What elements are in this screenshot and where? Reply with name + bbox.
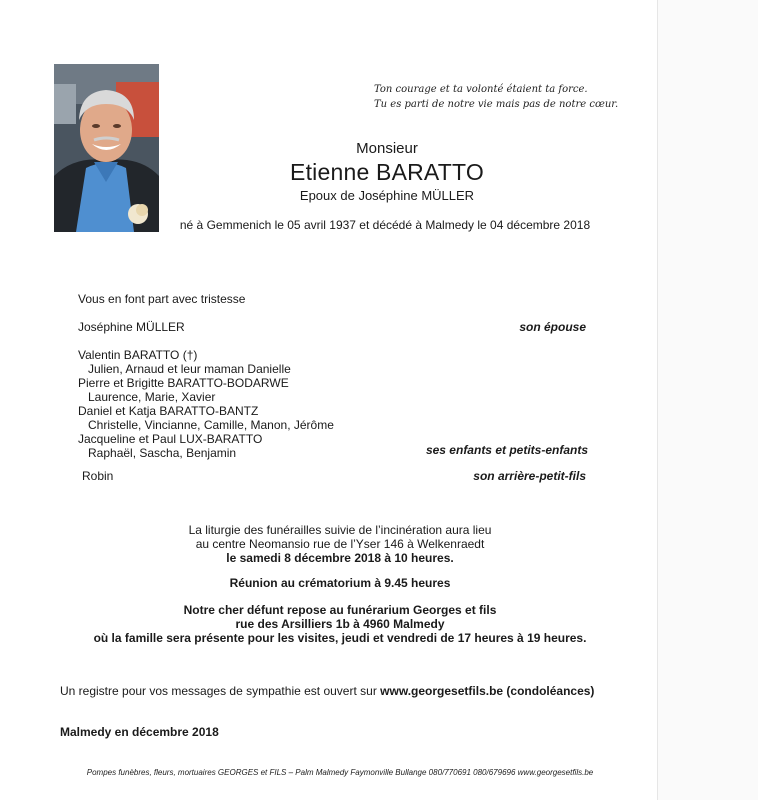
ceremony-details — [60, 523, 620, 565]
announcement-text: Vous en font part avec tristesse — [78, 292, 246, 306]
honorific: Monsieur — [356, 140, 418, 157]
birth-death-dates: né à Gemmenich le 05 avril 1937 et décédé à Malmedy le 04 décembre 2018 — [179, 218, 591, 232]
children-role: ses enfants et petits-enfants — [425, 443, 588, 457]
repose-line-2: rue des Arsilliers 1b à 4960 Malmedy — [235, 617, 445, 631]
list-item: Laurence, Marie, Xavier — [88, 390, 216, 404]
list-item: Christelle, Vincianne, Camille, Manon, Jérôme — [88, 418, 334, 432]
list-item: Jacqueline et Paul LUX-BARATTO — [78, 432, 263, 446]
place-date: Malmedy en décembre 2018 — [60, 725, 219, 739]
list-item: Julien, Arnaud et leur maman Danielle — [88, 362, 291, 376]
spouse-role: son épouse — [519, 320, 586, 334]
epitaph-line-2: Tu es parti de notre vie mais pas de notre cœur. — [374, 99, 619, 110]
list-item: Daniel et Katja BARATTO-BANTZ — [78, 404, 259, 418]
funeral-home-details — [60, 603, 620, 645]
children-list — [78, 348, 334, 460]
repose-line-1: Notre cher défunt repose au funérarium Georges et fils — [183, 603, 497, 617]
crematorium-reunion: Réunion au crématorium à 9.45 heures — [229, 576, 451, 590]
registry-link[interactable]: www.georgesetfils.be (condoléances) — [380, 684, 595, 698]
list-item: Raphaël, Sascha, Benjamin — [88, 446, 237, 460]
ceremony-line-2: au centre Neomansio rue de l’Yser 146 à Welkenraedt — [195, 537, 485, 551]
epitaph-quote — [374, 82, 644, 112]
ceremony-date: le samedi 8 décembre 2018 à 10 heures. — [226, 551, 454, 565]
list-item: Pierre et Brigitte BARATTO-BODARWE — [78, 376, 289, 390]
portrait-photo — [54, 64, 159, 232]
list-item: Valentin BARATTO (†) — [78, 348, 198, 362]
great-grandchild-role: son arrière-petit-fils — [473, 469, 586, 483]
spouse-line: Epoux de Joséphine MÜLLER — [299, 188, 475, 203]
spouse-name: Joséphine MÜLLER — [78, 320, 185, 334]
deceased-name: Etienne BARATTO — [290, 159, 484, 185]
funeral-home-footer: Pompes funèbres, fleurs, mortuaires GEORGES et FILS – Palm Malmedy Faymonville Bullange 080/770691 080/679696 www.georgesetfils.be — [86, 768, 594, 777]
condolence-registry — [60, 684, 594, 698]
epitaph-line-1: Ton courage et ta volonté étaient ta force. — [374, 84, 588, 95]
ceremony-line-1: La liturgie des funérailles suivie de l’incinération aura lieu — [188, 523, 492, 537]
page-margin — [658, 0, 758, 800]
registry-text: Un registre pour vos messages de sympathie est ouvert sur — [60, 684, 381, 698]
repose-line-3: où la famille sera présente pour les visites, jeudi et vendredi de 17 heures à 19 heures. — [93, 631, 587, 645]
great-grandchild-name: Robin — [82, 469, 114, 483]
